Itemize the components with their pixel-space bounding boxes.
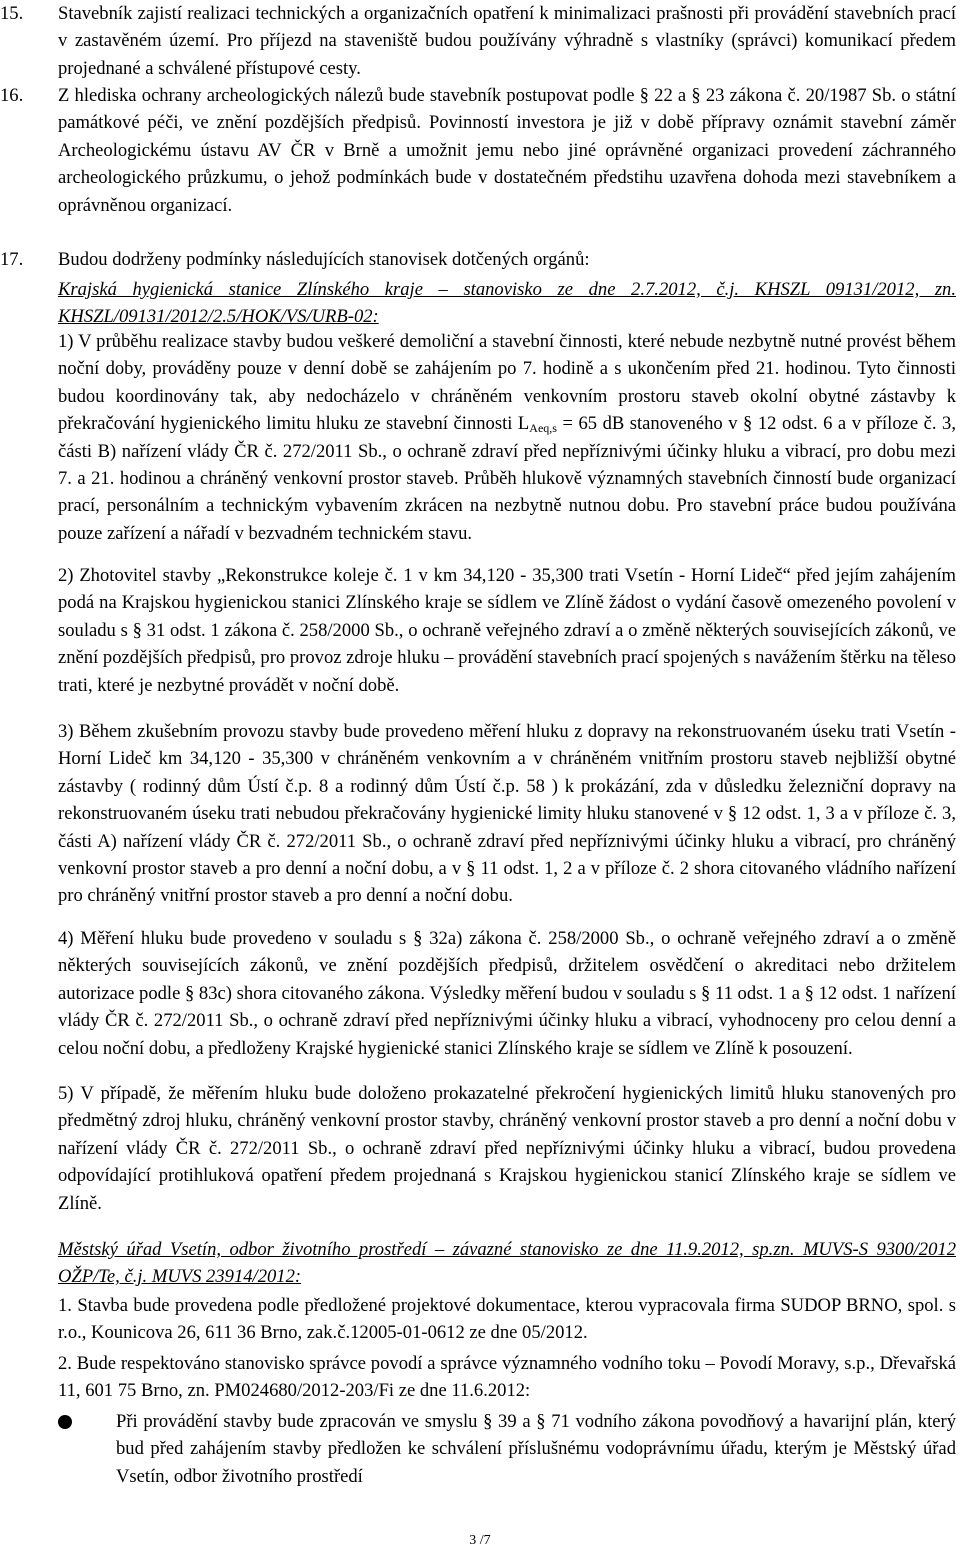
khs-condition-2: 2) Zhotovitel stavby „Rekonstrukce koleje č. 1 v km 34,120 - 35,300 trati Vsetín - Horní Lideč“ před jejím zahájením podá na Krajskou hygienickou stanici Zlínského kraje se sídlem ve Zlíně žádost o vydání časově omezeného povolení v souladu s § 31 odst. 1 zákona č. 258/2000 Sb., o ochraně veřejného zdraví a o změně některých souvisejících zákonů, ve znění pozdějších předpisů, pro provoz zdroje hluku – provádění stavebních prací spojených s navážením štěrku na těleso trati, které je nezbytné provádět v noční době. bbox=[58, 565, 956, 696]
page-number: 3 /7 bbox=[469, 1533, 491, 1548]
item-number-16: 16. bbox=[0, 85, 24, 106]
bullet-icon bbox=[58, 1415, 72, 1429]
item-16-text: Z hlediska ochrany archeologických nálezů bude stavebník postupovat podle § 22 a § 23 zákona č. 20/1987 Sb. o státní památkové péči, ve znění pozdějších předpisů. Povinností investora je již v době přípravy oznámit stavební záměr Archeologickému ústavu AV ČR v Brně a umožnit jemu nebo jiné oprávněné organizaci provedení záchranného archeologického průzkumu, o jehož podmínkách bude v dostatečném předstihu uzavřena dohoda mezi stavebníkem a oprávněnou organizací. bbox=[58, 85, 956, 216]
muvs-condition-2: 2. Bude respektováno stanovisko správce povodí a správce významného vodního toku – Povodí Moravy, s.p., Dřevařská 11, 601 75 Brno, zn. PM024680/2012-203/Fi ze dne 11.6.2012: bbox=[58, 1353, 956, 1402]
khs-condition-5: 5) V případě, že měřením hluku bude doloženo prokazatelné překročení hygienických limitů hluku stanovených pro předmětný zdroj hluku, chráněný venkovní prostor stavby, chráněný venkovní prostor staveb a pro denní a noční dobu v nařízení vlády ČR č. 272/2011 Sb., o ochraně zdraví před nepříznivými účinky hluku a vibrací, budou provedena odpovídající protihluková opatření předem projednaná s Krajskou hygienickou stanicí Zlínského kraje se sídlem ve Zlíně. bbox=[58, 1083, 956, 1214]
khs-condition-4: 4) Měření hluku bude provedeno v souladu s § 32a) zákona č. 258/2000 Sb., o ochraně veřejného zdraví a o změně některých souvisejících zákonů, ve znění pozdějších předpisů, držitelem osvědčení o akreditaci nebo držitelem autorizace podle § 83c) shora citovaného zákona. Výsledky měření budou v souladu s § 11 odst. 1 a § 12 odst. 1 nařízení vlády ČR č. 272/2011 Sb., o ochraně zdraví před nepříznivými účinky hluku a vibrací, vyhodnoceny pro celou denní a celou noční dobu, a předloženy Krajské hygienické stanici Zlínského kraje se sídlem ve Zlíně k posouzení. bbox=[58, 928, 956, 1059]
item-number-15: 15. bbox=[0, 3, 24, 24]
khs-condition-1: 1) V průběhu realizace stavby budou veškeré demoliční a stavební činnosti, které nebude nezbytně nutné provést během noční doby, prováděny pouze v denní době se zahájením po 7. hodině a s ukončením před 21. hodinou. Tyto činnosti budou koordinovány tak, aby nedocházelo v chráněném venkovním prostoru staveb okolní obytné zástavby k překračování hygienického limitu hluku ze stavební činnosti $L_{Aeq,s} = 65$ dB stanoveného v § 12 odst. 6 a v příloze č. 3, části B) nařízení vlády ČR č. 272/2011 Sb., o ochraně zdraví před nepříznivými účinky hluku a vibrací, pro dobu mezi 7. a 21. hodinou a chráněný venkovní prostor staveb. Průběh hlukově významných stavebních činností bude organizací prací, personálním a technickým vybavením zkrácen na nezbytně nutnou dobu. Pro stavební práce budou používána pouze zařízení a nářadí v bezvadném technickém stavu. bbox=[58, 331, 956, 544]
muvs-bullet-text: Při provádění stavby bude zpracován ve smyslu § 39 a § 71 vodního zákona povodňový a havarijní plán, který bud před zahájením stavby předložen ke schválení příslušnému vodoprávnímu úřadu, kterým je Městský úřad Vsetín, odbor životního prostředí bbox=[116, 1411, 956, 1487]
khs-heading: Krajská hygienická stanice Zlínského kraje – stanovisko ze dne 2.7.2012, č.j. KHSZL 09131/2012, zn. KHSZL/09131/2012/2.5/HOK/VS/URB-02: bbox=[58, 279, 956, 328]
muvs-heading: Městský úřad Vsetín, odbor životního prostředí – závazné stanovisko ze dne 11.9.2012, sp.zn. MUVS-S 9300/2012 OŽP/Te, č.j. MUVS 23914/2012: bbox=[58, 1239, 956, 1288]
muvs-condition-1: 1. Stavba bude provedena podle předložené projektové dokumentace, kterou vypracovala firma SUDOP BRNO, spol. s r.o., Kounicova 26, 611 36 Brno, zak.č.12005-01-0612 ze dne 05/2012. bbox=[58, 1295, 956, 1344]
item-15-text: Stavebník zajistí realizaci technických a organizačních opatření k minimalizaci prašnosti při provádění stavebních prací v zastavěném území. Pro příjezd na staveniště budou používány výhradně s vlastníky (správci) komunikací předem projednané a schválené přístupové cesty. bbox=[58, 3, 956, 79]
item-17-text: Budou dodrženy podmínky následujících stanovisek dotčených orgánů: bbox=[58, 249, 590, 270]
item-number-17: 17. bbox=[0, 249, 24, 270]
khs-condition-3: 3) Během zkušebním provozu stavby bude provedeno měření hluku z dopravy na rekonstruovaném úseku trati Vsetín - Horní Lideč km 34,120 - 35,300 v chráněném venkovním a v chráněném vnitřním prostoru staveb nejbližší obytné zástavby ( rodinný dům Ústí č.p. 8 a rodinný dům Ústí č.p. 58 ) k prokázání, zda v důsledku železniční dopravy na rekonstruovaném úseku trati nebudou překračovány hygienické limity hluku stanovené v § 12 odst. 1, 3 a v příloze č. 3, části A) nařízení vlády ČR č. 272/2011 Sb., o ochraně zdraví před nepříznivými účinky hluku a vibrací, pro chráněný venkovní prostor staveb a pro denní a noční dobu, a v § 11 odst. 1, 2 a v příloze č. 2 shora citovaného vládního nařízení pro chráněný vnitřní prostor staveb a pro denní a noční dobu. bbox=[58, 721, 956, 907]
